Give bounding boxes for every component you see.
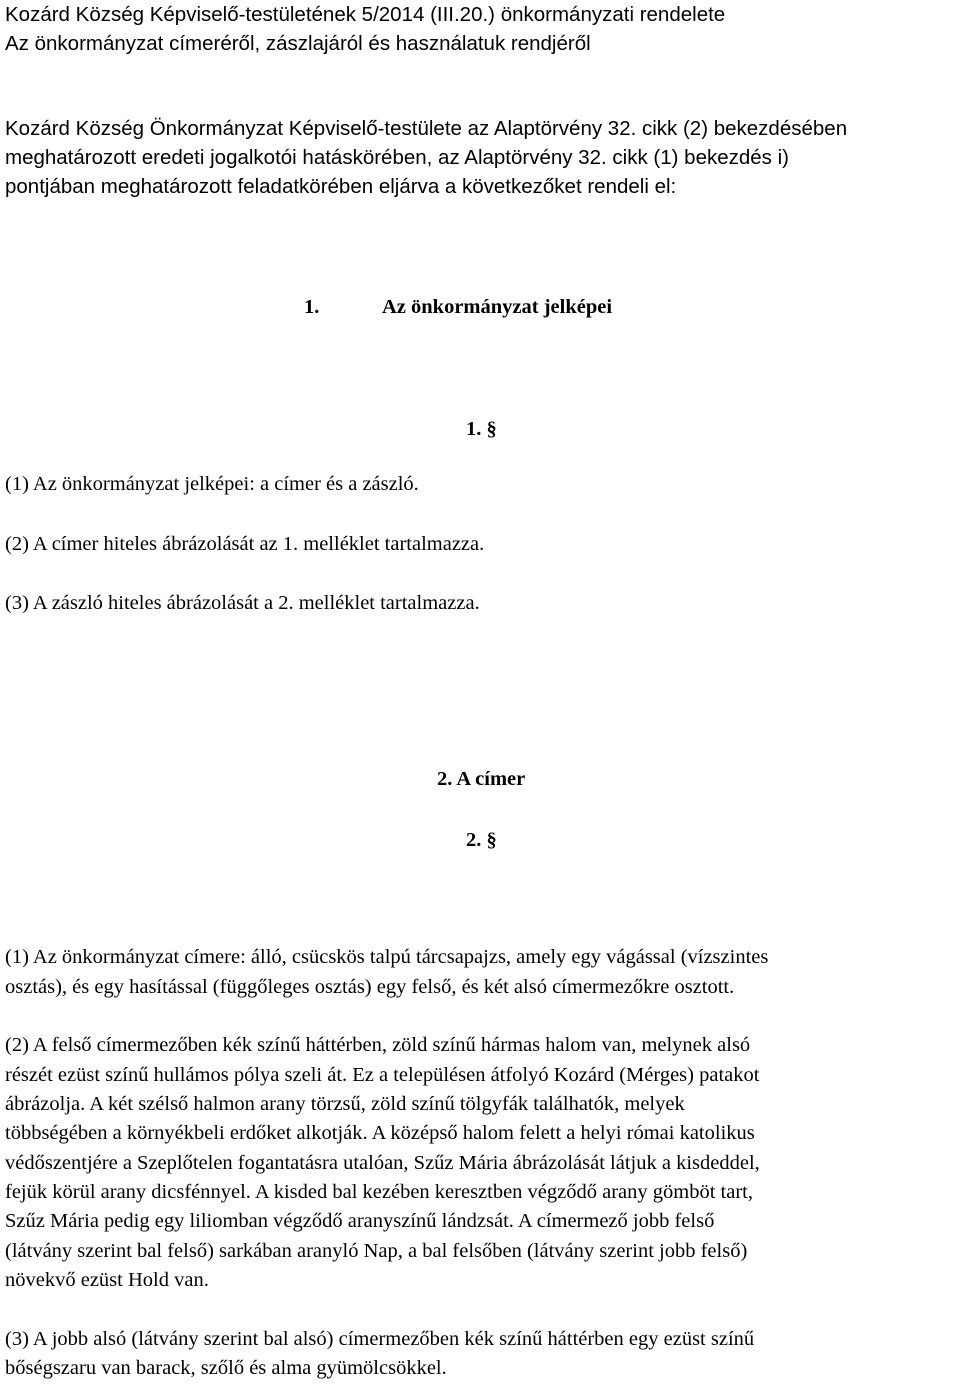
section-2-para-2-line: növekvő ezüst Hold van. <box>5 1269 209 1291</box>
section-2-para-1-line: osztás), és egy hasítással (függőleges osztás) egy felső, és két alsó címermezőkre osztott. <box>5 976 735 998</box>
section-2-para-2-line: ábrázolja. A két szélső halmon arany törzsű, zöld színű tölgyfák találhatók, melyek <box>5 1093 685 1115</box>
section-2-para-3-line: (3) A jobb alsó (látvány szerint bal alsó) címermezőben kék színű háttérben egy ezüst színű <box>5 1328 755 1350</box>
preamble-line: meghatározott eredeti jogalkotói hatáskörében, az Alaptörvény 32. cikk (1) bekezdés i) <box>5 146 789 169</box>
section-2-para-2-line: fejük körül arany dicsfénnyel. A kisded bal kezében keresztben végződő arany gömböt tart, <box>5 1181 753 1203</box>
section-2-para-2-line: (látvány szerint bal felső) sarkában aranyló Nap, a bal felsőben (látvány szerint jobb felső) <box>5 1240 748 1262</box>
section-1-item: (2) A címer hiteles ábrázolását az 1. melléklet tartalmazza. <box>5 533 485 555</box>
preamble-line: pontjában meghatározott feladatkörében eljárva a következőket rendeli el: <box>5 175 677 198</box>
preamble-line: Kozárd Község Önkormányzat Képviselő-testülete az Alaptörvény 32. cikk (2) bekezdésében <box>5 117 848 140</box>
section-1-heading-number: 1. <box>304 296 320 318</box>
section-2-para-2-line: (2) A felső címermezőben kék színű háttérben, zöld színű hármas halom van, melynek alsó <box>5 1034 751 1056</box>
section-2-para-2-line: részét ezüst színű hullámos pólya szeli át. Ez a településen átfolyó Kozárd (Mérges) patakot <box>5 1064 760 1086</box>
section-1-heading-title: Az önkormányzat jelképei <box>382 296 613 318</box>
section-2-para-2-line: többségében a környékbeli erdőket alkotják. A középső halom felett a helyi római katolikus <box>5 1122 755 1144</box>
paragraph-mark-1: 1. § <box>466 418 497 440</box>
section-1-item: (3) A zászló hiteles ábrázolását a 2. melléklet tartalmazza. <box>5 592 480 614</box>
section-1-item: (1) Az önkormányzat jelképei: a címer és a zászló. <box>5 473 419 495</box>
section-2-para-3-line: bőségszaru van barack, szőlő és alma gyümölcsökkel. <box>5 1357 447 1379</box>
section-2-para-2-line: Szűz Mária pedig egy liliomban végződő aranyszínű lándzsát. A címermező jobb felső <box>5 1210 715 1232</box>
document-subtitle: Az önkormányzat címeréről, zászlajáról és használatuk rendjéről <box>5 32 591 55</box>
section-2-para-1-line: (1) Az önkormányzat címere: álló, csücskös talpú tárcsapajzs, amely egy vágással (vízszintes <box>5 946 769 968</box>
paragraph-mark-2: 2. § <box>466 829 497 851</box>
section-2-para-2-line: védőszentjére a Szeplőtelen fogantatásra utalóan, Szűz Mária ábrázolását látjuk a kisdeddel, <box>5 1152 760 1174</box>
section-2-heading: 2. A címer <box>437 768 526 790</box>
document-title: Kozárd Község Képviselő-testületének 5/2014 (III.20.) önkormányzati rendelete <box>5 3 726 26</box>
